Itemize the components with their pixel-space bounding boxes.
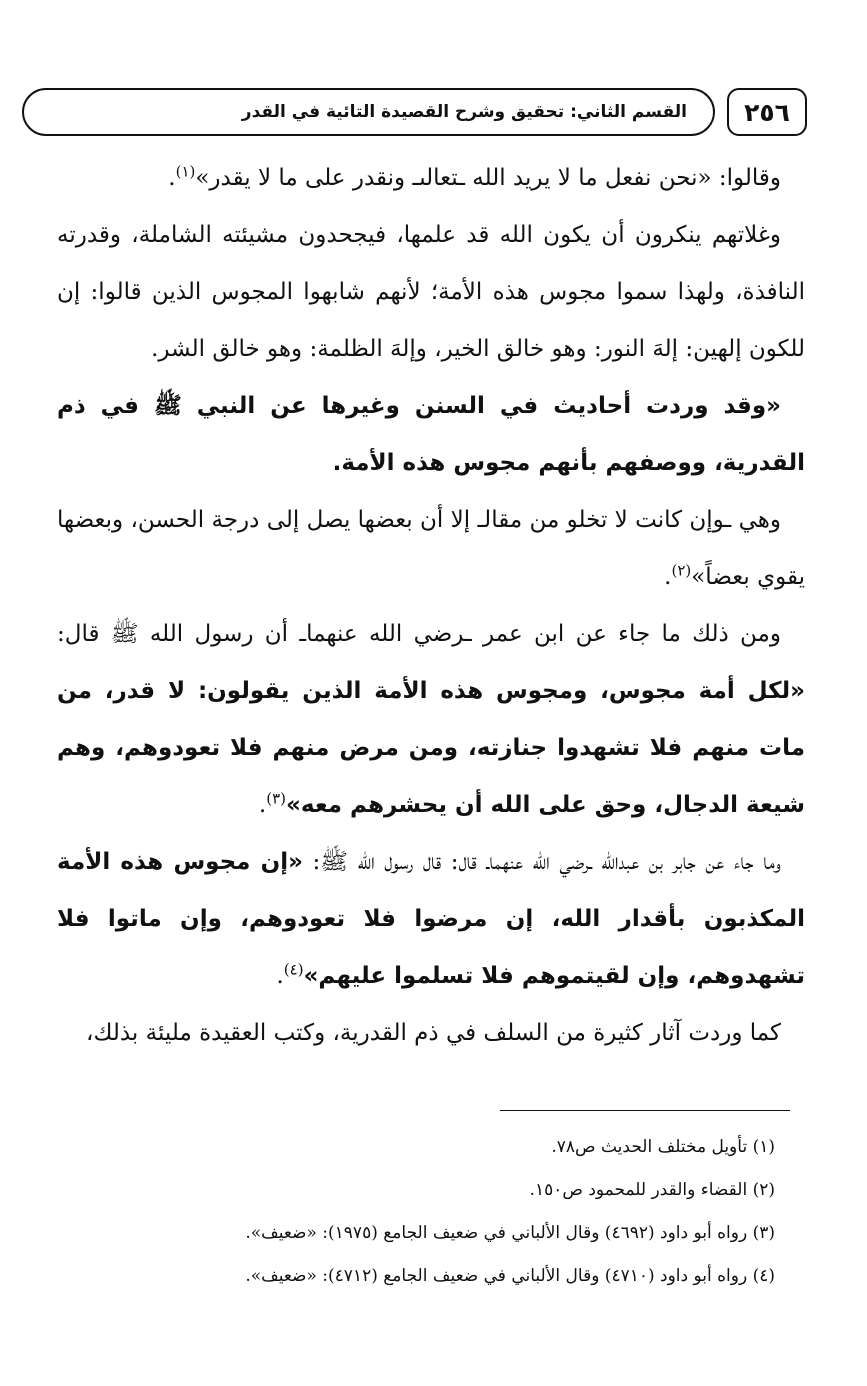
text-run: .: [258, 792, 267, 818]
footnote-1: (١) تأويل مختلف الحديث ص٧٨.: [551, 1137, 775, 1157]
paragraph: [57, 606, 805, 834]
footnote-4: (٤) رواه أبو داود (٤٧١٠) وقال الألباني في ضعيف الجامع (٤٧١٢): «ضعيف».: [245, 1266, 775, 1286]
text-run: كما وردت آثار كثيرة من السلف في ذم القدرية، وكتب العقيدة مليئة بذلك،: [86, 1020, 781, 1046]
footnote-separator: [500, 1110, 790, 1111]
footnote-3: (٣) رواه أبو داود (٤٦٩٢) وقال الألباني في ضعيف الجامع (١٩٧٥): «ضعيف».: [245, 1223, 775, 1243]
text-run: ومن ذلك ما جاء عن ابن عمر ـرضي الله عنهماـ أن رسول الله ﷺ قال:: [57, 621, 781, 647]
paragraph: [57, 378, 805, 492]
footnotes: [55, 1126, 775, 1298]
paragraph: [57, 1005, 805, 1062]
text-run: وغلاتهم ينكرون أن يكون الله قد علمها، فيجحدون مشيئته الشاملة، وقدرته النافذة، ولهذا سموا مجوس هذه الأمة؛ لأنهم شابهوا المجوس الذين قالوا: إن للكون إلهين: إلهَ النور: وهو خالق الخير، وإلهَ الظلمة: وهو خالق الشر.: [57, 222, 805, 362]
paragraph: [57, 492, 805, 606]
page-number: ٢٥٦: [727, 88, 807, 136]
text-run: وهي ـوإن كانت لا تخلو من مقالـ إلا أن بعضها يصل إلى درجة الحسن، وبعضها يقوي بعضاً»: [57, 507, 805, 590]
quoted-text: «إن مجوس هذه الأمة المكذبون بأقدار الله، إن مرضوا فلا تعودوهم، وإن ماتوا فلا تشهدوهم، وإن لقيتموهم فلا تسلموا عليهم»: [57, 849, 805, 989]
footnote-ref: (١): [175, 162, 196, 181]
text-run: .: [276, 963, 284, 989]
paragraph: [57, 834, 805, 1005]
main-text: [57, 150, 805, 1062]
text-run: وما جاء عن جابر بن عبدالله ـرضي الله عنهماـ قال: قال رسول الله ﷺ:: [303, 849, 781, 875]
page-header: [22, 88, 807, 138]
running-title: القسم الثاني: تحقيق وشرح القصيدة التائية في القدر: [22, 88, 715, 136]
footnote-2: (٢) القضاء والقدر للمحمود ص١٥٠.: [529, 1180, 775, 1200]
footnote-ref: (٣): [266, 789, 287, 808]
paragraph: [57, 207, 805, 378]
quoted-text: «وقد وردت أحاديث في السنن وغيرها عن النبي ﷺ في ذم القدرية، ووصفهم بأنهم مجوس هذه الأمة.: [57, 393, 805, 476]
footnote-ref: (٢): [671, 561, 692, 580]
quoted-text: «لكل أمة مجوس، ومجوس هذه الأمة الذين يقولون: لا قدر، من مات منهم فلا تشهدوا جنازته، ومن مرض منهم فلا تعودوهم، وهم شيعة الدجال، وحق على الله أن يحشرهم معه»: [57, 678, 805, 818]
paragraph: [57, 150, 805, 207]
text-run: .: [664, 564, 672, 590]
text-run: وقالوا: «نحن نفعل ما لا يريد الله ـتعالىـ ونقدر على ما لا يقدر»: [195, 165, 781, 191]
text-run: .: [168, 165, 176, 191]
footnote-ref: (٤): [283, 960, 304, 979]
